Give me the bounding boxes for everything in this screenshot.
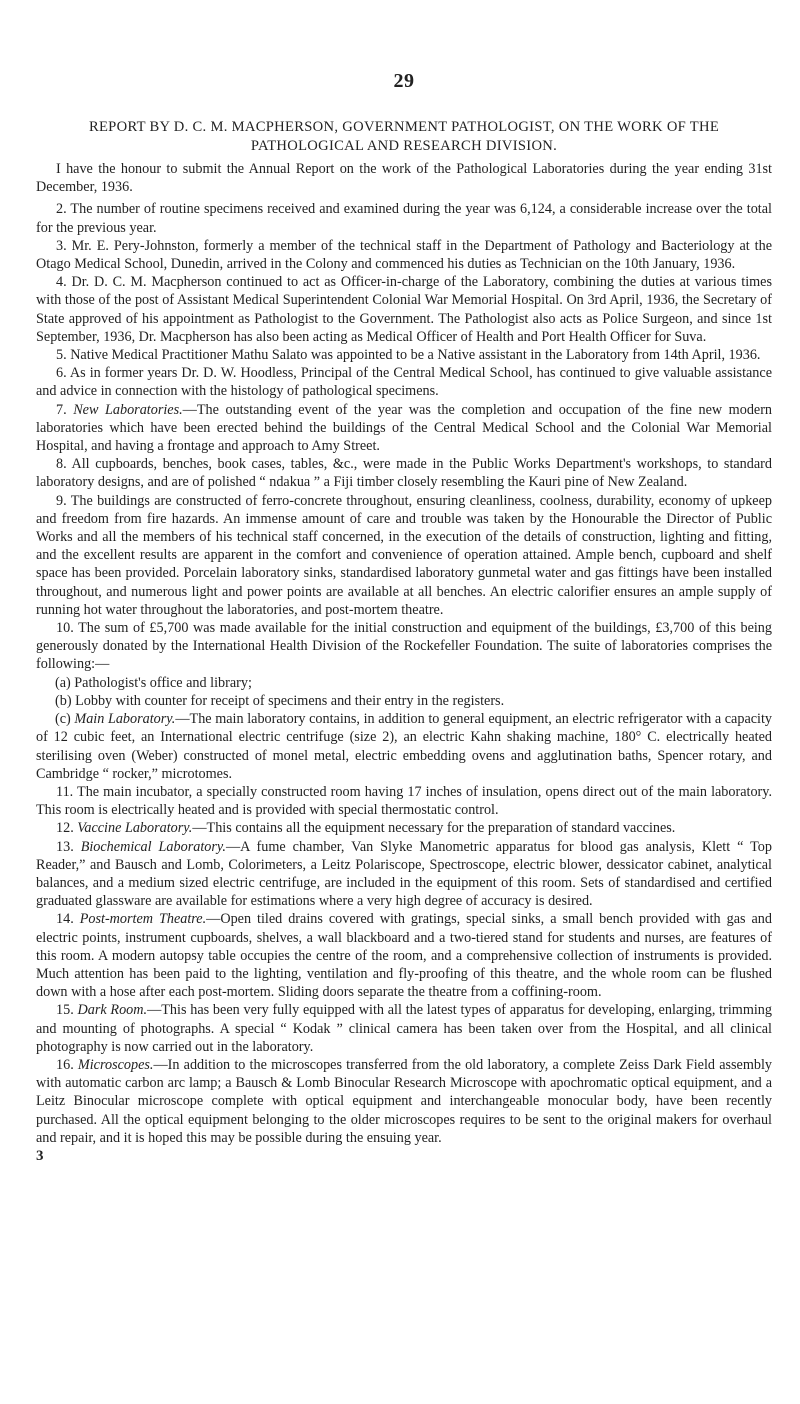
paragraph-13-number: 13. (56, 838, 74, 855)
continuation-marker: 3 (36, 1147, 44, 1164)
paragraph-16-heading: Microscopes. (77, 1056, 154, 1073)
paragraph-7-number: 7. (56, 401, 67, 418)
paragraph-12 (36, 819, 772, 837)
paragraph-3: 3. Mr. E. Pery-Johnston, formerly a member of the technical staff in the Department of Pathology and Bacteriology at the Otago Medical School, Dunedin, arrived in the Colony and commenced his duties as Technician on the 10th January, 1936. (36, 237, 772, 273)
page-number: 29 (393, 70, 415, 92)
paragraph-5: 5. Native Medical Practitioner Mathu Salato was appointed to be a Native assistant in the Laboratory from 14th April, 1936. (56, 347, 761, 364)
paragraph-7 (36, 401, 772, 456)
paragraph-10: 10. The sum of £5,700 was made available for the initial construction and equipment of the buildings, £3,700 of this being generously donated by the International Health Division of the Rockefeller Foundation. The suite of laboratories comprises the following:— (36, 620, 772, 673)
list-item-a: (a) Pathologist's office and library; (55, 674, 252, 691)
paragraph-7-text: —The outstanding event of the year was the completion and occupation of the fine new modern laboratories which have been erected behind the buildings of the Central Medical School and the Colonial War Memorial Hospital, and having a frontage and approach to Amy Street. (36, 401, 773, 455)
paragraph-14-number: 14. (56, 911, 74, 928)
paragraph-15 (36, 1001, 772, 1056)
paragraph-13 (36, 838, 772, 911)
paragraph-12-heading: Vaccine Laboratory. (77, 820, 193, 837)
paragraph-16-text: —In addition to the microscopes transferred from the old laboratory, a complete Zeiss Dark Field assembly with automatic carbon arc lamp; a Bausch & Lomb Binocular Research Microscope with apochromatic optical equipment, and a Leitz Binocular microscope complete with optical equipment and interchangeable monocular body, have been recently purchased. All the optical equipment belonging to the older microscopes requires to be sent to the original makers for overhaul and repair, and it is hoped this may be possible during the ensuing year. (36, 1056, 773, 1146)
paragraph-11: 11. The main incubator, a specially constructed room having 17 inches of insulation, opens direct out of the main laboratory. This room is electrically heated and is provided with special thermostatic control. (36, 783, 772, 819)
paragraph-12-number: 12. (56, 820, 74, 837)
paragraph-14 (36, 910, 772, 1001)
report-title: REPORT BY D. C. M. MACPHERSON, GOVERNMENT PATHOLOGIST, ON THE WORK OF THE PATHOLOGICAL AND RESEARCH DIVISION. (88, 119, 720, 154)
paragraph-15-heading: Dark Room. (77, 1002, 148, 1019)
paragraph-6: 6. As in former years Dr. D. W. Hoodless, Principal of the Central Medical School, has continued to give valuable assistance and advice in connection with the histology of pathological specimens. (36, 365, 772, 400)
paragraph-8: 8. All cupboards, benches, book cases, tables, &c., were made in the Public Works Department's workshops, to standard laboratory designs, and are of polished “ ndakua ” a Fiji timber closely resembling the Kauri pine of New Zealand. (36, 456, 772, 491)
paragraph-4: 4. Dr. D. C. M. Macpherson continued to act as Officer-in-charge of the Laboratory, combining the duties at various times with those of the post of Assistant Medical Superintendent Colonial War Memorial Hospital. On 3rd April, 1936, the Secretary of State approved of his appointment as Pathologist to the Government. The Pathologist also acts as Police Surgeon, and since 1st September, 1936, Dr. Macpherson has also been acting as Medical Officer of Health and Port Health Officer for Suva. (36, 274, 772, 345)
paragraph-16-number: 16. (56, 1056, 74, 1073)
paragraph-15-text: —This has been very fully equipped with all the latest types of apparatus for developing, enlarging, trimming and mounting of photographs. A special “ Kodak ” clinical camera has been taken over from the Hospital, and all clinical photography is now carried out in the laboratory. (36, 1002, 772, 1055)
list-item-c-marker: (c) (55, 711, 71, 728)
paragraph-7-heading: New Laboratories. (73, 401, 183, 418)
paragraph-13-text: —A fume chamber, Van Slyke Manometric apparatus for blood gas analysis, Klett “ Top Reader,” and Bausch and Lomb, Colorimeters, a Leitz Polariscope, Spectroscope, electric blower, dessicator cabinet, analytical balances, and a medium sized electric centrifuge, are included in the equipment of this room. Sets of standardised and certified graduated glassware are available for estimations where a very high degree of accuracy is desired. (36, 838, 772, 910)
paragraph-12-text: —This contains all the equipment necessary for the preparation of standard vaccines. (192, 820, 676, 837)
list-item-c (36, 710, 772, 783)
paragraph-13-heading: Biochemical Laboratory. (80, 838, 226, 855)
paragraph-15-number: 15. (56, 1002, 74, 1019)
list-item-b: (b) Lobby with counter for receipt of specimens and their entry in the registers. (55, 692, 505, 709)
paragraph-16 (36, 1056, 772, 1147)
list-item-c-heading: Main Laboratory. (74, 711, 176, 728)
paragraph-intro: I have the honour to submit the Annual Report on the work of the Pathological Laboratories during the year ending 31st December, 1936. (36, 161, 772, 196)
list-item-c-text: —The main laboratory contains, in addition to general equipment, an electric refrigerator with a capacity of 12 cubic feet, an International electric centrifuge (size 2), an electric Kahn shaking machine, 180° C. electrically heated sterilising oven (Weber) constructed of monel metal, electric embedding ovens and agglutination baths, Spencer rotary, and Cambridge “ rocker,” microtomes. (36, 711, 773, 782)
paragraph-14-text: —Open tiled drains covered with gratings, special sinks, a small bench provided with gas and electric points, instrument cupboards, shelves, a wall blackboard and a two-tiered stand for students and nurses, are features of this room. A modern autopsy table occupies the centre of the room, and a comprehensive collection of instruments is provided. Much attention has been paid to the lighting, ventilation and fly-proofing of this theatre, and the whole room can be flushed down with a hose after each post-mortem. Sliding doors separate the theatre from a coffining-room. (36, 911, 772, 1001)
report-body (36, 160, 772, 1165)
paragraph-2: 2. The number of routine specimens received and examined during the year was 6,124, a considerable increase over the total for the previous year. (36, 201, 772, 236)
paragraph-9: 9. The buildings are constructed of ferro-concrete throughout, ensuring cleanliness, coolness, durability, economy of upkeep and freedom from fire hazards. An immense amount of care and trouble was taken by the Honourable the Director of Public Works and all the members of his technical staff concerned, in the execution of the details of construction, lighting and fitting, and the excellent results are apparent in the comfort and convenience of operation attained. Ample bench, cupboard and shelf space has been provided. Porcelain laboratory sinks, standardised laboratory gunmetal water and gas fittings have been installed throughout, and numerous light and power points are available at all benches. An electric calorifier ensures an ample supply of running hot water throughout the laboratories, and post-mortem theatre. (36, 492, 772, 618)
paragraph-14-heading: Post-mortem Theatre. (79, 911, 207, 928)
